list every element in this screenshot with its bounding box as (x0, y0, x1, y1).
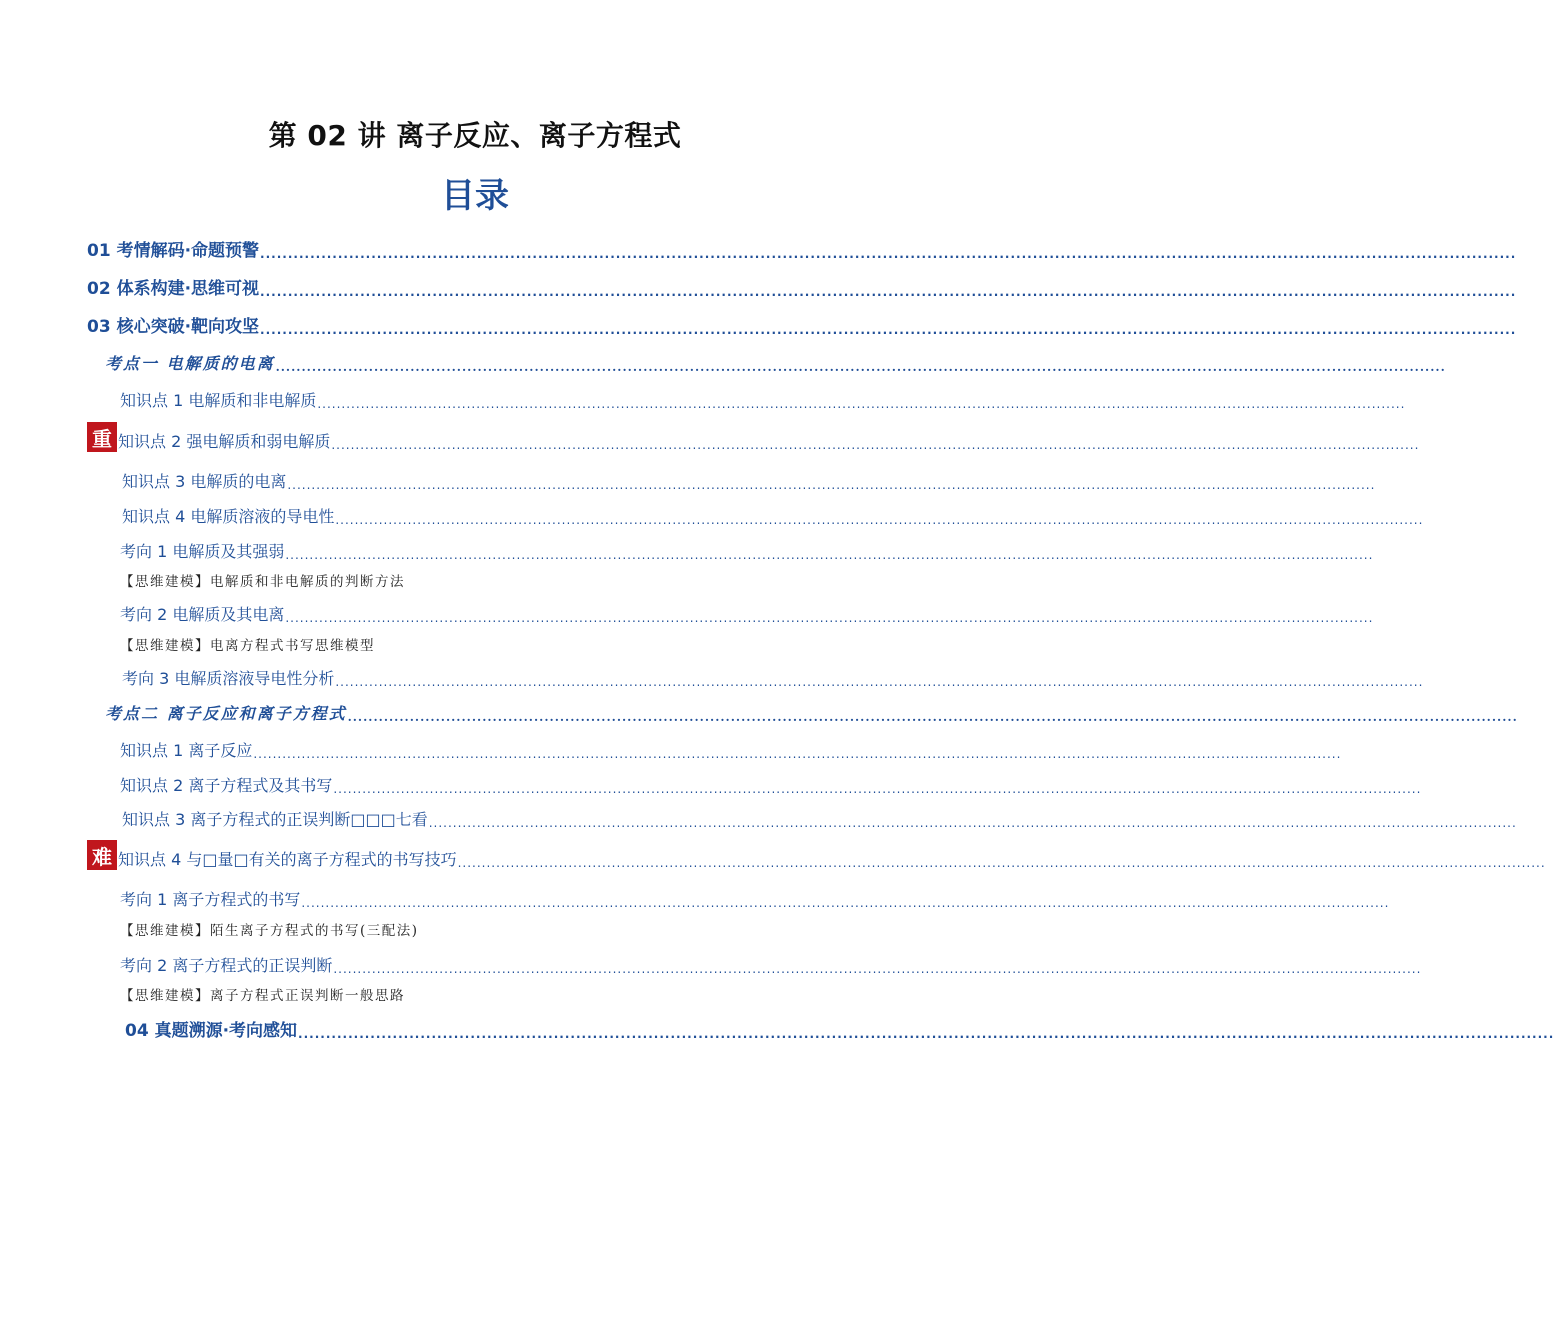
dot-leader: .................................................................................................................................................................................................................................. (333, 782, 1422, 796)
page-title: 第 02 讲 离子反应、离子方程式 (268, 119, 682, 152)
toc-entry-direction-2-2[interactable]: 考向 2 离子方程式的正误判断 .................................................................................................................................................................................................................................. (120, 956, 1422, 976)
dot-leader: .................................................................................................................................................................................................................................. (253, 747, 1342, 761)
toc-entry-direction-1-3[interactable]: 考向 3 电解质溶液导电性分析 .................................................................................................................................................................................................................................. (122, 669, 1424, 689)
key-point-badge: 重 (87, 422, 117, 452)
dot-leader: .................................................................................................................................................................................................................................. (260, 285, 1517, 299)
toc-model-4[interactable]: 【思维建模】离子方程式正误判断一般思路 (120, 988, 405, 1004)
toc-entry-kaodian-2[interactable]: 考点二 离子反应和离子方程式 .................................................................................................................................................................................................................................. (105, 704, 1518, 724)
toc-entry-02[interactable]: 02 体系构建·思维可视 .................................................................................................................................................................................................................................. (87, 279, 1517, 299)
toc-entry-knowledge-1-3[interactable]: 知识点 3 电解质的电离 .................................................................................................................................................................................................................................. (122, 472, 1376, 492)
toc-entry-01[interactable]: 01 考情解码·命题预警 .................................................................................................................................................................................................................................. (87, 241, 1517, 261)
toc-entry-knowledge-1-2[interactable]: 知识点 2 强电解质和弱电解质 .................................................................................................................................................................................................................................. (118, 432, 1420, 452)
dot-leader: .................................................................................................................................................................................................................................. (285, 611, 1374, 625)
toc-entry-direction-1-1[interactable]: 考向 1 电解质及其强弱 .................................................................................................................................................................................................................................. (120, 542, 1374, 562)
difficult-point-badge: 难 (87, 840, 117, 870)
toc-entry-direction-2-1[interactable]: 考向 1 离子方程式的书写 .................................................................................................................................................................................................................................. (120, 890, 1390, 910)
toc-entry-knowledge-1-1[interactable]: 知识点 1 电解质和非电解质 .................................................................................................................................................................................................................................. (120, 391, 1406, 411)
dot-leader: .................................................................................................................................................................................................................................. (331, 438, 1420, 452)
toc-entry-knowledge-2-3[interactable]: 知识点 3 离子方程式的正误判断□□□七看 .................................................................................................................................................................................................................................. (122, 810, 1517, 830)
dot-leader: .................................................................................................................................................................................................................................. (335, 675, 1424, 689)
dot-leader: .................................................................................................................................................................................................................................. (285, 548, 1374, 562)
toc-model-2[interactable]: 【思维建模】电离方程式书写思维模型 (120, 638, 375, 654)
toc-entry-kaodian-1[interactable]: 考点一 电解质的电离 .................................................................................................................................................................................................................................. (105, 354, 1446, 374)
dot-leader: .................................................................................................................................................................................................................................. (335, 513, 1424, 527)
toc-entry-knowledge-2-2[interactable]: 知识点 2 离子方程式及其书写 .................................................................................................................................................................................................................................. (120, 776, 1422, 796)
dot-leader: .................................................................................................................................................................................................................................. (347, 710, 1518, 724)
dot-leader: .................................................................................................................................................................................................................................. (298, 1027, 1554, 1041)
toc-entry-knowledge-2-4[interactable]: 知识点 4 与□量□有关的离子方程式的书写技巧 .................................................................................................................................................................................................................................. (118, 850, 1546, 870)
dot-leader: .................................................................................................................................................................................................................................. (260, 247, 1517, 261)
dot-leader: .................................................................................................................................................................................................................................. (287, 478, 1376, 492)
dot-leader: .................................................................................................................................................................................................................................. (317, 397, 1406, 411)
toc-heading: 目录 (441, 176, 509, 216)
toc-entry-04[interactable]: 04 真题溯源·考向感知 .................................................................................................................................................................................................................................. (125, 1021, 1554, 1041)
dot-leader: .................................................................................................................................................................................................................................. (260, 323, 1517, 337)
toc-entry-knowledge-1-4[interactable]: 知识点 4 电解质溶液的导电性 .................................................................................................................................................................................................................................. (122, 507, 1424, 527)
dot-leader: .................................................................................................................................................................................................................................. (275, 360, 1446, 374)
dot-leader: .................................................................................................................................................................................................................................. (428, 816, 1517, 830)
dot-leader: .................................................................................................................................................................................................................................. (333, 962, 1422, 976)
toc-entry-direction-1-2[interactable]: 考向 2 电解质及其电离 .................................................................................................................................................................................................................................. (120, 605, 1374, 625)
toc-model-3[interactable]: 【思维建模】陌生离子方程式的书写(三配法) (120, 923, 419, 939)
toc-entry-03[interactable]: 03 核心突破·靶向攻坚 .................................................................................................................................................................................................................................. (87, 317, 1517, 337)
toc-entry-knowledge-2-1[interactable]: 知识点 1 离子反应 .................................................................................................................................................................................................................................. (120, 741, 1342, 761)
dot-leader: .................................................................................................................................................................................................................................. (457, 856, 1546, 870)
dot-leader: .................................................................................................................................................................................................................................. (301, 896, 1390, 910)
toc-model-1[interactable]: 【思维建模】电解质和非电解质的判断方法 (120, 574, 405, 590)
